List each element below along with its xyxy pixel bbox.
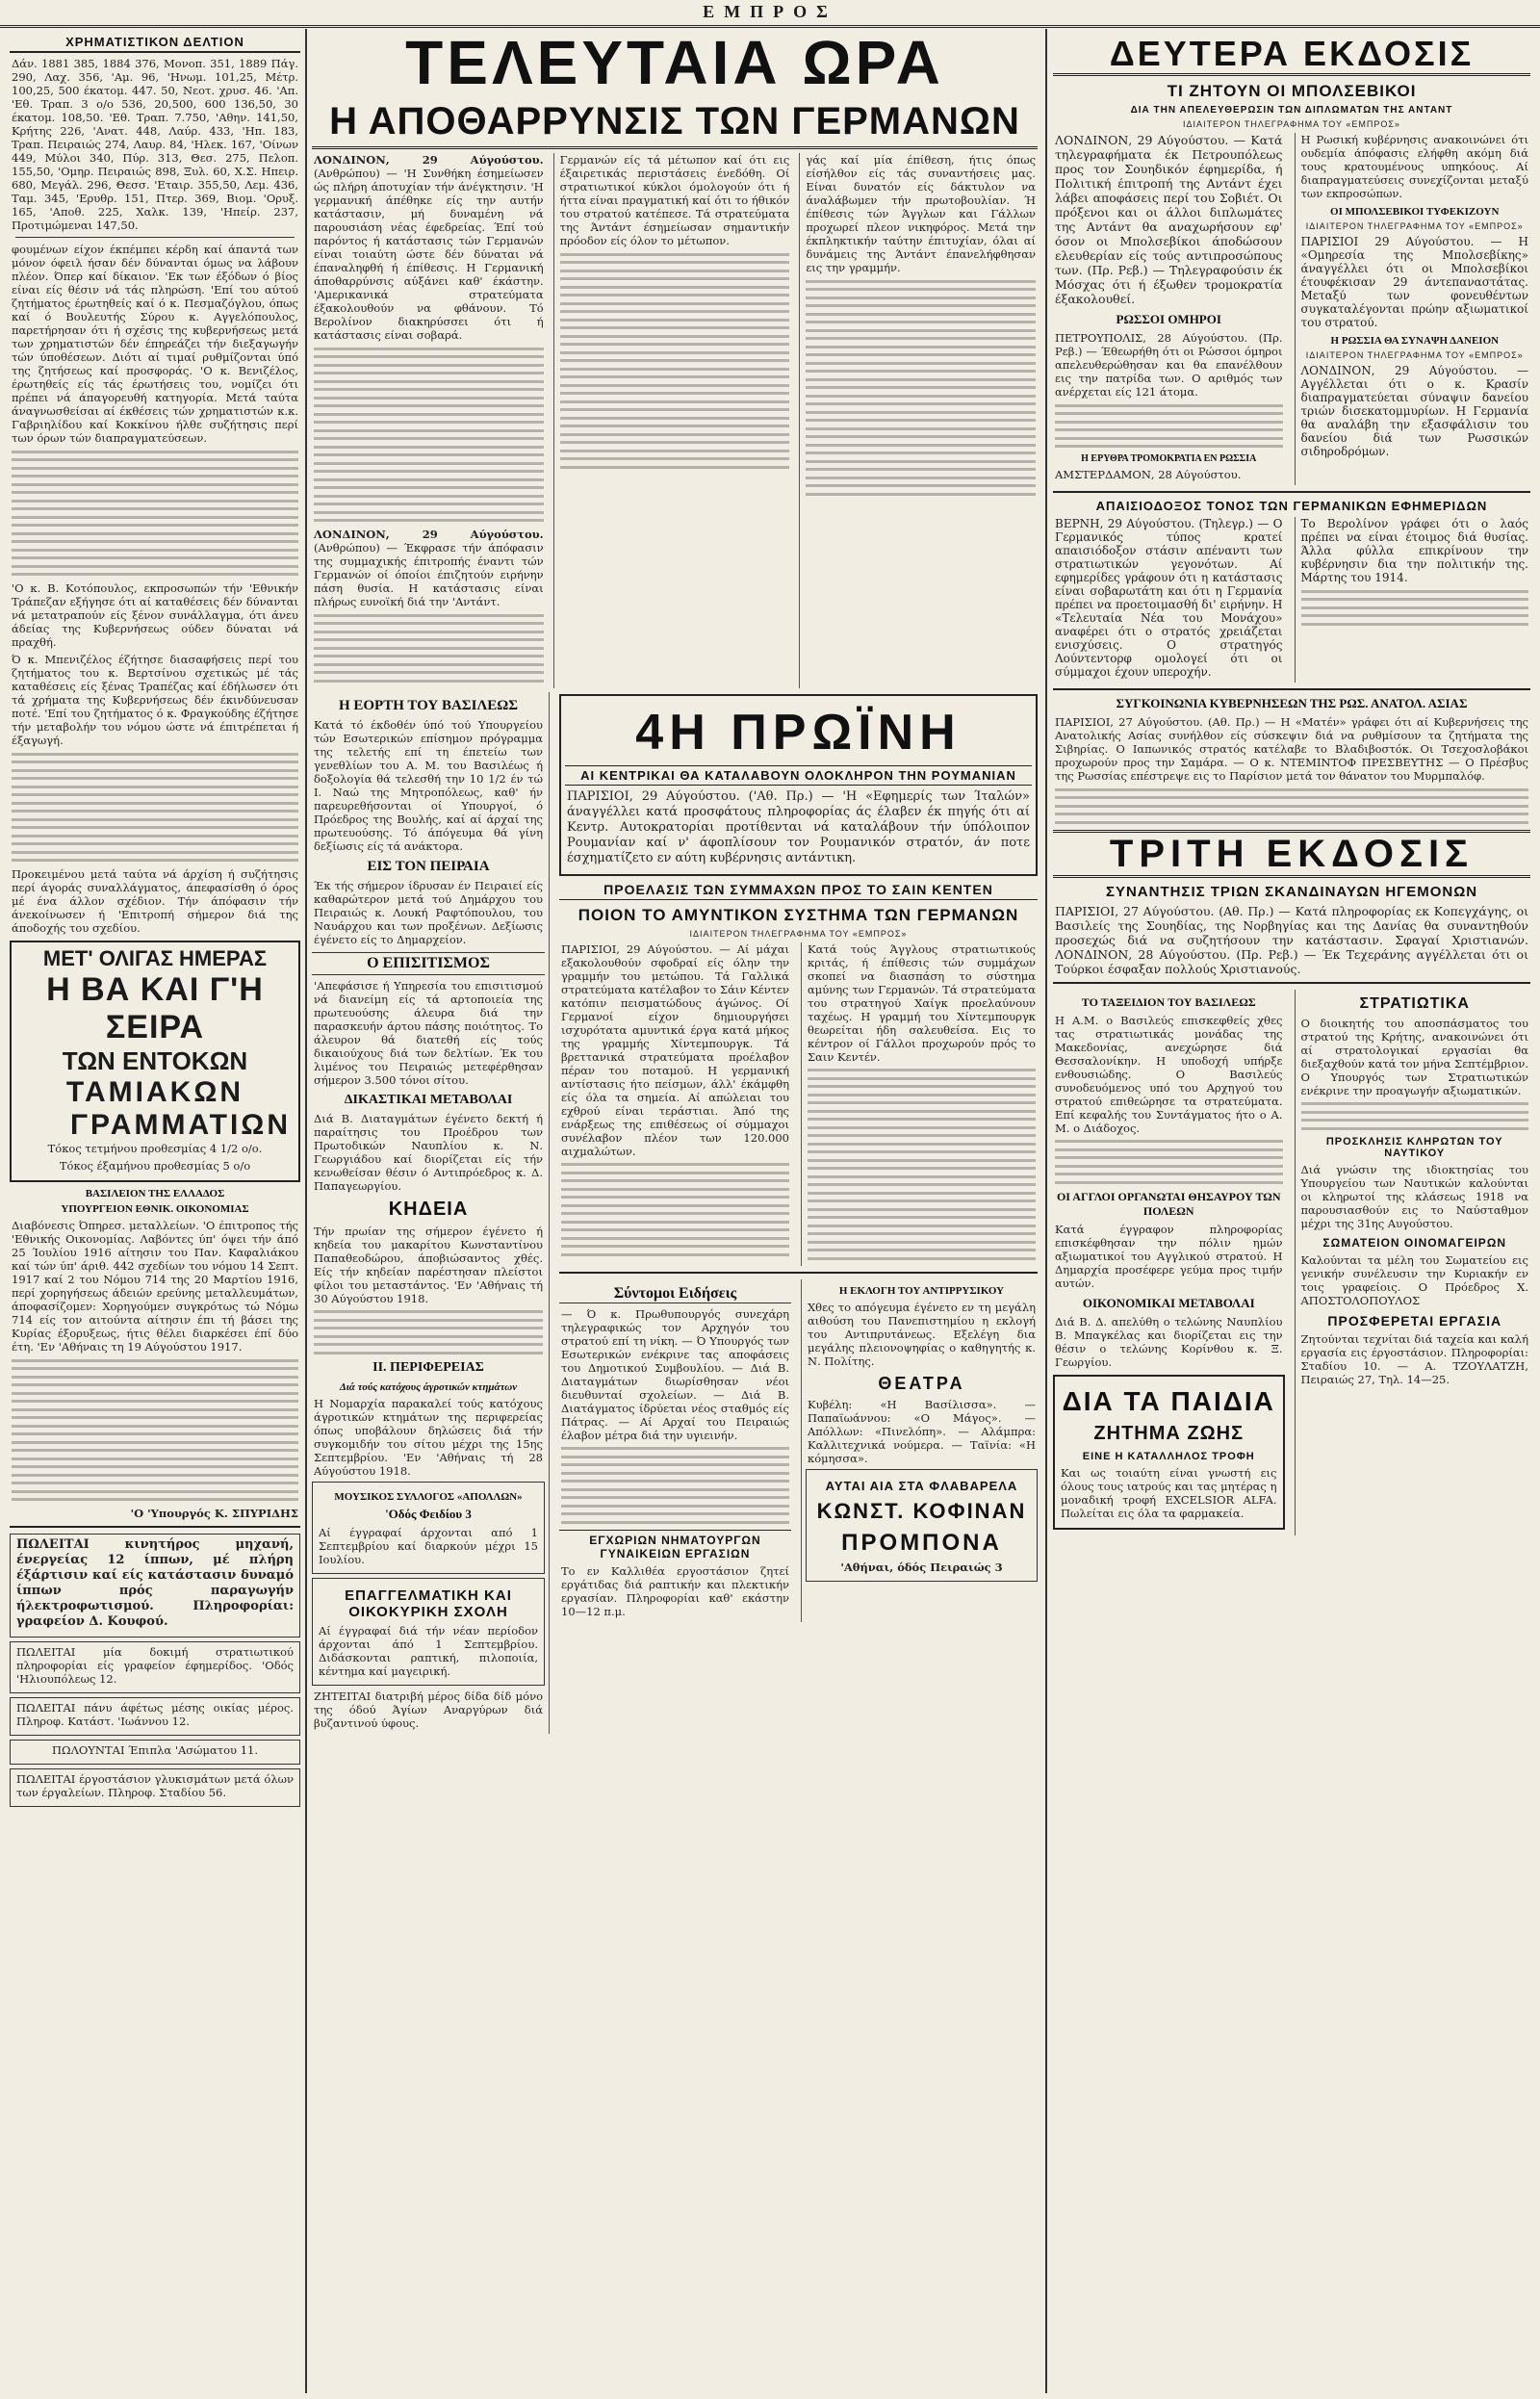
main-headline: Η ΑΠΟΘΑΡΡΥΝΣΙΣ ΤΩΝ ΓΕΡΜΑΝΩΝ bbox=[312, 100, 1038, 149]
second-edition-banner: ΔΕΥΤΕΡΑ ΕΚΔΟΣΙΣ bbox=[1053, 35, 1530, 76]
market-text: Δάν. 1881 385, 1884 376, Μονοπ. 351, 1889 Πάγ. 290, Λαχ. 356, 'Αμ. 96, 'Ηνωμ. 101,25, Μέτρ. 100,25, 500 έκατομ. 447. 50, Νεοτ. χρυσ. 46. 'Απ. 'Εθ. Τραπ. 3 ο/ο 536, 20,500, 600 136,50, 30 έκατομ. 108,50. 'Εθ. Τραπ. 7.750, 'Αθην. 141,50, Κρήτης 226, 'Ανατ. 448, Λαύρ. 433, 'Ηπ. 183, Τραπ. Πειραιώς 274, Λαυρ. 84, 'Ηλεκ. 167, 'Οίνων 449, Μύλοι 340, Πύρ. 313, Θεσ. 275, Πελοπ. 155,50, 'Ομηρ. Πειραιώς 898, Ξυλ. 60, Χ.Σ. Ηπειρ. 680, Μεγάλ. 296, Θεσσ. 'Εταιρ. 355,50, Λεμ. 436, Ταμ. 345, 'Ερυθρ. 151, Πτερ. 369, Βιομ. 'Ορυξ. 165, 'Αποθ. 225, Χαλκ. 139, 'Ηπείρ. 237, Προτιμώμεναι 147,50. bbox=[12, 57, 298, 232]
ad-text: Αί έγγραφαί άρχονται από 1 Σεπτεμβρίου καί διαρκούν μέχρι 15 Ιουλίου. bbox=[319, 1525, 538, 1566]
notice-text: Διαβόνεσις Όπηρεσ. μεταλλείων. 'Ο έπιτροπος τής 'Εθνικής Οικονομίας. Λαβόντες ύπ' όψει τήν άπό 25 Ίουλίου 1916 αίτησιν του Παν. Καφαλιάκου καί τών ύπ' άριθ. 442 σχεδίων του νόμου 14 Σεπτ. 1917 καί 2 του Νόμου 714 της 20 Μαρτίου 1916, περί χορηγήσεως άδειών ερεύνης μεταλλευμάτων, άποφασίζομεν: Χορηγούμεν συγκρότως τώ Νόμω 714 είς τον αιτούντα αίτησιν έπι τή βάσει της Κυρίας έξορυξεως, ήτις θέλει διαρκέσει έπί δύο έτη. 'Εν 'Αθήναις τη 19 Αύγούστου 1917. bbox=[12, 1219, 298, 1354]
text-block bbox=[806, 280, 1036, 496]
article-text: ΠΕΤΡΟΥΠΟΛΙΣ, 28 Αύγούστου. (Πρ. Ρεβ.) — Έθεωρήθη ότι οι Ρώσσοι όμηροι απελευθερώθησαν και θα επανέλθουν εις την πατρίδα των. Ο αριθμός των ανέρχεται είς 121 άτομα. bbox=[1055, 331, 1283, 399]
ad-address: 'Οδός Φειδίου 3 bbox=[385, 1506, 472, 1521]
article-text: ΛΟΝΔΙΝΟΝ, 29 Αύγούστου. — Αγγέλλεται ότι ο κ. Κρασίν διαπραγματεύεται σύναψιν δανείου τριών δισεκατομμυρίων. Η Γερμανία θα αναλάβη την εξασφάλισιν του δανείου διά των Ρωσσικών σιδηροδρόμων. bbox=[1300, 364, 1528, 458]
text-block bbox=[560, 253, 790, 469]
article-text: Διά γνώσιν της ιδιοκτησίας του Υπουργείου των Ναυτικών καλούνται οι κληρωτοί της κλάσεως 1918 να παρουσιασθούν εις το Ναύσταθμον μέχρι της 31ης Αυγούστου. bbox=[1300, 1162, 1528, 1230]
notice-title: ΒΑΣΙΛΕΙΟΝ ΤΗΣ ΕΛΛΑΔΟΣ bbox=[85, 1188, 225, 1200]
section-heading: ΟΙΚΟΝΟΜΙΚΑΙ ΜΕΤΑΒΟΛΑΙ bbox=[1082, 1295, 1255, 1310]
text-block bbox=[561, 1447, 789, 1524]
section-heading: ΣΤΡΑΤΙΩΤΙΚΑ bbox=[1359, 994, 1470, 1012]
club-ad bbox=[312, 1482, 545, 1574]
text-block bbox=[314, 1310, 543, 1354]
telegram-caption: ΙΔΙΑΙΤΕΡΟΝ ΤΗΛΕΓΡΑΦΗΜΑ ΤΟΥ «ΕΜΠΡΟΣ» bbox=[1305, 350, 1524, 360]
dateline: ΛΟΝΔΙΝΟΝ, 29 Αύγούστου. bbox=[314, 153, 544, 167]
banner-headline: ΤΕΛΕΥΤΑΙΑ ΩΡΑ bbox=[405, 29, 944, 97]
divider bbox=[10, 1526, 300, 1528]
article-text: Η Ρωσική κυβέρνησις ανακοινώνει ότι ουδεμία άπόφασις ελήφθη ακόμη διά τους κρατουμένους υπηκόους. Αί διαπραγματεύσεις συνεχίζονται μεταξύ των εκπροσώπων. bbox=[1300, 133, 1528, 200]
article-text: Το Βερολίνον γράφει ότι ο λαός πρέπει να είναι έτοιμος διά θυσίας. Άλλα φύλλα επικρίνουν την κυβέρνησιν δια την πολιτικήν της. Μάρτης του 1914. bbox=[1300, 517, 1528, 584]
article-text: Κατά τό έκδοθέν ύπό τού Υπουργείου τών Εσωτερικών επίσημον πρόγραμμα της τελετής επί τη έπετείω των γενεθλίων του Α. Μ. του Βασιλέως ή δοξολογία θά τελεσθή την 10 1/2 έν τώ Ι. Ναώ της Μητροπόλεως, καθ' ήν παρευρεθήσονται οί Υπουργοί, ό Πρόεδρος της Βουλής, καί αί άρχαί της πρωτευούσης. Τό άπόγευμα θά γίνη δεξίωσις είς τά ανάκτορα. bbox=[314, 717, 543, 853]
news-columns bbox=[555, 1279, 1041, 1622]
telegram-caption: ΙΔΙΑΙΤΕΡΟΝ ΤΗΛΕΓΡΑΦΗΜΑ ΤΟΥ «ΕΜΠΡΟΣ» bbox=[689, 928, 908, 939]
section-subheading: ΠΡΟΕΛΑΣΙΣ ΤΩΝ ΣΥΜΜΑΧΩΝ ΠΡΟΣ ΤΟ ΣΑΙΝ ΚΕΝΤΕΝ bbox=[559, 882, 1038, 900]
article-text: Έκ τής σήμερον ίδρυσαν έν Πειραιεί είς καθαρώτερον μετά τού Δημάρχου του Πειραιώς κ. Λουκή Ραφτόπουλου, του Ναυάρχου και των προξένων. Δεξίωσις έγένετο είς το Δημαρχείον. bbox=[314, 878, 543, 946]
divider bbox=[1053, 491, 1530, 493]
ad-headline: Η ΒΑ ΚΑΙ Γ'Η ΣΕΙΡΑ bbox=[46, 971, 264, 1045]
ad-line: ΠΡΟΜΠΟΝΑ bbox=[841, 1529, 1002, 1556]
ad-title: ΜΟΥΣΙΚΟΣ ΣΥΛΛΟΓΟΣ «ΑΠΟΛΛΩΝ» bbox=[334, 1490, 523, 1503]
section-heading: ΡΩΣΣΟΙ ΟΜΗΡΟΙ bbox=[1116, 312, 1221, 326]
classified-text: ΠΩΛΕΙΤΑΙ μία δοκιμή στρατιωτικού πληροφορίαι είς γραφείον έφημερίδος. 'Οδός 'Ηλιουπόλεως 12. bbox=[16, 1645, 294, 1686]
article-text: (Ανθρώπου) — 'Η Συνθήκη έσημείωσεν ώς πλήρη άποτυχίαν τήν άνέγκτησιν. 'Η γερμανική άπέθηκε είς την αυτήν κατάστασιν, μή δυναμένη νά παρουσιάση νέας έφεδρείας. Έπί τού παρόντος ή κατάστασις τών Γερμανών είναι τοιαύτη ώστε δέν δύναται νά έπαναληφθή ή έπίθεσις. Η Γερμανική άποθαρρύνσις αύξάνει καθ' έκάστην. 'Αμερικανικά στρατεύματα έξακολουθούν να φθάνουν. Τό Βερολίνον διακηρύσσει ότι ή κατάστασις είναι σοβαρά. bbox=[314, 167, 544, 342]
telegram-caption: ΙΔΙΑΙΤΕΡΟΝ ΤΗΛΕΓΡΑΦΗΜΑ ΤΟΥ «ΕΜΠΡΟΣ» bbox=[1183, 119, 1400, 129]
article-text: Κατά έγγραφον πληροφορίας επισκέφθησαν την πόλιν ημών αξιωματικοί του Αγγλικού στρατού. Η Δημαρχία προσέφερε γεύμα προς τιμήν αυτών. bbox=[1055, 1222, 1283, 1290]
ad-headline: ΔΙΑ ΤΑ ΠΑΙΔΙΑ bbox=[1062, 1385, 1275, 1416]
ad-headline: ΕΙΝΕ Η ΚΑΤΑΛΛΗΛΟΣ ΤΡΟΦΗ bbox=[1082, 1450, 1255, 1462]
article-text: Η Α.Μ. ο Βασιλεύς επισκεφθείς χθες τας στρατιωτικάς μονάδας της Μακεδονίας, ανεχώρησε διά Θεσσαλονίκην. Η υποδοχή υπήρξε ενθουσιώδης. Ο Βασιλεύς συνοδευόμενος υπό του Αρχηγού του στρατού επιθεώρησε τα στρατεύματα. Επί κεφαλής του Συντάγματος ήτο ο Α. Μ. ο Διάδοχος. bbox=[1055, 1013, 1283, 1135]
section-heading: Σύντομοι Ειδήσεις bbox=[559, 1285, 791, 1303]
center-left-subcolumn bbox=[308, 692, 550, 1734]
article-text: 'Απεφάσισε ή Υπηρεσία του επισιτισμού νά διανείμη είς τά αρτοποιεία της πρωτευούσης άλευρα διά την παρασκευήν άρτου πάσης ποιότητος. Το άλευρον θά διατεθή είς τούς δικαιούχους διά των δελτίων. Έκ του λιμένος του Πειραιώς μετεφέρθησαν σήμερον 3.500 τόνοι σίτου. bbox=[314, 978, 543, 1087]
section-heading: ΔΙΚΑΣΤΙΚΑΙ ΜΕΤΑΒΟΛΑΙ bbox=[344, 1092, 513, 1107]
divider bbox=[15, 237, 295, 238]
section-heading: ΣΩΜΑΤΕΙΟΝ ΟΙΝΟΜΑΓΕΙΡΩΝ bbox=[1322, 1235, 1507, 1250]
article-text: ΠΑΡΙΣΙΟΙ, 27 Αύγούστου. (Αθ. Πρ.) — Κατά πληροφορίας εκ Κοπεγχάγης, οι Βασιλείς της Σουηδίας, της Νορβηγίας και της Δανίας θα συναντηθούν προσεχώς διά να συζητήσουν την κατάστασιν. Σφαγαί Χριστιανών. ΛΟΝΔΙΝΟΝ, 28 Αύγούστου. (Πρ. Ρεβ.) — Έκ Τεχεράνης αγγέλλεται ότι οι Τούρκοι έσφαξαν πολλούς Χριστιανούς. bbox=[1055, 903, 1528, 976]
column-left bbox=[6, 29, 304, 2393]
article-text: Ο διοικητής του αποσπάσματος του στρατού της Κρήτης, ανακοινώνει ότι αί στρατολογικαί εργασίαι θα διεξαχθούν κατά τον μήνα Σεπτέμβριον. Ο Υπουργός των Στρατιωτικών ενέκρινε την προαγωγήν αξιωματικών. bbox=[1300, 1016, 1528, 1097]
classified-ad bbox=[10, 1740, 300, 1765]
section-heading: ΠΡΟΣΚΛΗΣΙΣ ΚΛΗΡΩΤΩΝ ΤΟΥ ΝΑΥΤΙΚΟΥ bbox=[1325, 1135, 1503, 1159]
article-text: Προκειμένου μετά ταύτα νά άρχίση ή συζήτησις περί άγοράς συναλλάγματος, άπεφασίσθη ό όρος μέ ένα άλλον σχέδιον. Τήν άπόφασιν τήν άνεκοίνωσεν ή 'Επιτροπή σήμερον διά της άποδοχής του σχεδίου. bbox=[12, 867, 298, 935]
dateline: ΛΟΝΔΙΝΟΝ, 29 Αύγούστου. bbox=[314, 528, 544, 541]
ad-rate: Τόκος έξαμήνου προθεσμίας 5 ο/ο bbox=[59, 1159, 251, 1173]
school-ad bbox=[312, 1578, 545, 1686]
section-heading: ΣΥΝΑΝΤΗΣΙΣ ΤΡΙΩΝ ΣΚΑΝΔΙΝΑΥΩΝ ΗΓΕΜΟΝΩΝ bbox=[1105, 883, 1478, 900]
section-heading: ΘΕΑΤΡΑ bbox=[878, 1373, 965, 1393]
classified-text: ΠΩΛΕΙΤΑΙ κινητήρος μηχανή, ένεργείας 12 ίππων, μέ πλήρη έξάρτισιν καί είς κατάστασιν δυναμό ίππων πρός παραγωγήν ήλεκτροφωτισμού. Πληροφορίαι: γραφείον Δ. Κουφού. bbox=[16, 1537, 294, 1629]
shop-ad bbox=[806, 1469, 1038, 1582]
section-heading: ΕΙΣ ΤΟΝ ΠΕΙΡΑΙΑ bbox=[367, 858, 490, 874]
ad-text: Αί έγγραφαί διά τήν νέαν περίοδον άρχονται άπό 1 Σεπτεμβρίου. Διδάσκονται ραπτική, πιλοποιία, κέντημα καί μαγειρική. bbox=[319, 1623, 538, 1678]
ad-headline: ΤΩΝ ΕΝΤΟΚΩΝ bbox=[62, 1046, 248, 1075]
article-text: Διά Β. Διαταγμάτων έγένετο δεκτή ή παραίτησις του Προέδρου των Πρωτοδικών Ναυπλίου κ. Ν. Γεωργιάδου καί διορίζεται είς τήν κενωθείσαν θέσιν ό Αντιπρόεδρος κ. Δ. Παπαγεωργίου. bbox=[314, 1111, 543, 1193]
section-subheading: ΔΙΑ ΤΗΝ ΑΠΕΛΕΥΘΕΡΩΣΙΝ ΤΩΝ ΔΙΠΛΩΜΑΤΩΝ ΤΗΣ ΑΝΤΑΝΤ bbox=[1130, 105, 1453, 116]
ad-rate: Τόκος τετμήνου προθεσμίας 4 1/2 ο/ο. bbox=[47, 1142, 263, 1155]
classified-ad bbox=[10, 1641, 300, 1693]
notice-subtitle: ΥΠΟΥΡΓΕΙΟΝ ΕΘΝΙΚ. ΟΙΚΟΝΟΜΙΑΣ bbox=[61, 1203, 249, 1215]
divider bbox=[1053, 688, 1530, 690]
article-text: Το εν Καλλιθέα εργοστάσιον ζητεί εργάτιδας διά ραπτικήν και πλεκτικήν εργασίαν. Πληροφορίαι καθ' εκάστην 10—12 π.μ. bbox=[561, 1563, 789, 1618]
section-heading: Η ΡΩΣΣΙΑ ΘΑ ΣΥΝΑΨΗ ΔΑΝΕΙΟΝ bbox=[1330, 335, 1500, 347]
article-text: ΠΑΡΙΣΙΟΙ, 27 Αύγούστου. (Αθ. Πρ.) — Η «Ματέν» γράφει ότι αί Κυβερνήσεις της Ανατολικής Ασίας συνήλθον είς σύσκεψιν διά να ρυθμίσουν τα ζητήματα της Σιβηρίας. Ο Ιαπωνικός στρατός κατέλαβε το Βλαδιβοστόκ. Οι Τσεχοσλοβάκοι προχωρούν προς την Σαμάρα. — Ο κ. ΝΤΕΜΙΝΤΟΦ ΠΡΕΣΒΕΥΤΗΣ — Ο Πρέσβυς της Ρωσσίας επέστρεψε εις το Παρίσιον μετά τον θάνατον του Μυρμπαλόφ. bbox=[1055, 715, 1528, 783]
article-text: ΛΟΝΔΙΝΟΝ, 29 Αύγούστου. — Κατά τηλεγραφήματα έκ Πετρουπόλεως προς τον Σουηδικόν έφημερίδα, ή Πολιτική έπιτροπή της Αντάντ έχει λάβει αποφάσεις περί του Σοβιέτ. Οι πρόξενοι και οι άλλοι διπλωμάτες της Αντάντ θα αναχωρήσουν εφ' όσον οι Μπολσεβίκοι άποδώσουν ελευθερίαν είς τούς αντιπροσώπους των. (Πρ. Ρεβ.) — Τηλεγραφούσιν έκ Μόσχας ότι ή έξωθεν τρομοκρατία έξακολουθεί. bbox=[1055, 133, 1283, 306]
section-heading: Η ΕΚΛΟΓΗ ΤΟΥ ΑΝΤΙΡΡΥΣΙΚΟΥ bbox=[838, 1284, 1005, 1297]
article-text: ΠΑΡΙΣΙΟΙ, 29 Αύγούστου. — Αί μάχαι εξακολουθούν σφοδραί είς όλην την γραμμήν του μετώπου. Τά Γαλλικά στρατεύματα κατέλαβον το Σάιν Κέντεν κατόπιν πεισματώδους άγώνος. Οί Γερμανοί είχον δημιουργήσει ισχυρότατα αμυντικά έργα κατά μήκος της γραμμής Χίντεμπουργκ. Τά βρεττανικά στρατεύματα προέλαβον πέραν του ποταμού. Η γερμανική αντίστασις ήτο πείσμων, άλλ' έκάμφθη είς όλα τα σημεία. Αί απώλειαι του εχθρού είναι τεράστιαι. Άπό της ενάρξεως της επιθέσεως οί σύμμαχοι συνέλαβον πλέον των 120.000 αιχμαλώτων. bbox=[561, 942, 789, 1158]
article-text: Κυβέλη: «Η Βασίλισσα». — Παπαϊωάννου: «Ο Μάγος». — Απόλλων: «Πινελόπη». — Αλάμπρα: Καλλιτεχνικά νούμερα. — Ταϊνία: «Η κόμησσα». bbox=[808, 1397, 1036, 1465]
center-right-subcolumn bbox=[555, 692, 1041, 1734]
telegram-caption: ΙΔΙΑΙΤΕΡΟΝ ΤΗΛΕΓΡΑΦΗΜΑ ΤΟΥ «ΕΜΠΡΟΣ» bbox=[1305, 221, 1524, 231]
section-heading: ΑΠΑΙΣΙΟΔΟΞΟΣ ΤΟΝΟΣ ΤΩΝ ΓΕΡΜΑΝΙΚΩΝ ΕΦΗΜΕΡΙΔΩΝ bbox=[1095, 499, 1488, 513]
section-heading: ΠΡΟΣΦΕΡΕΤΑΙ ΕΡΓΑΣΙΑ bbox=[1327, 1312, 1502, 1328]
text-block bbox=[1055, 788, 1528, 824]
press-columns bbox=[1049, 517, 1534, 683]
article-text: Τήν πρωίαν της σήμερον έγένετο ή κηδεία του μακαρίτου Κωνσταντίνου Παπαθεοδώρου, άποβιώσαντος χθές. Είς τήν κηδείαν παρέστησαν πλείστοι φίλοι του μεταστάντος. 'Εν 'Αθήναις τή 30 Αύγούστου 1918. bbox=[314, 1224, 543, 1305]
classified-text: ΖΗΤΕΙΤΑΙ διατριβή μέρος δίδα δίδ μόνο της όδού Άγίων Αναργύρων διά βυζαντινού ύφους. bbox=[314, 1689, 543, 1730]
classified-ad bbox=[10, 1697, 300, 1736]
section-subheading: Διά τούς κατόχους άγροτικών κτημάτων bbox=[339, 1380, 518, 1393]
ad-headline: ΖΗΤΗΜΑ ΖΩΗΣ bbox=[1093, 1422, 1245, 1444]
section-heading: ΤΟ ΤΑΞΕΙΔΙΟΝ ΤΟΥ ΒΑΣΙΛΕΩΣ bbox=[1081, 994, 1256, 1009]
treasury-ad bbox=[10, 941, 300, 1182]
lead-story bbox=[308, 153, 1041, 688]
divider bbox=[1053, 982, 1530, 984]
section-heading: ΟΙ ΑΓΓΛΟΙ ΟΡΓΑΝΩΤΑΙ ΘΗΣΑΥΡΟΥ ΤΩΝ ΠΟΛΕΩΝ bbox=[1056, 1189, 1281, 1218]
article-text: Χθες το απόγευμα έγένετο εν τη μεγάλη αιθούση του Πανεπιστημίου η εκλογή του Αντιπρυτάνεως. Εξελέγη δια μεγάλης πλειονοψηφίας ο καθηγητής κ. Ν. Πολίτης. bbox=[808, 1300, 1036, 1368]
article-text: Διά Β. Δ. απελύθη ο τελώνης Ναυπλίου Β. Μπαγκέλας και διορίζεται εις την θέσιν ο τελώνης Κορίνθου κ. Ξ. Γεωργίου. bbox=[1055, 1314, 1283, 1369]
section-heading: ΙΙ. ΠΕΡΙΦΕΡΕΙΑΣ bbox=[372, 1359, 484, 1375]
section-heading: Η ΕΡΥΘΡΑ ΤΡΟΜΟΚΡΑΤΙΑ ΕΝ ΡΩΣΣΙΑ bbox=[1081, 453, 1257, 464]
right-lower-columns bbox=[1049, 990, 1534, 1535]
section-heading: ΕΓΧΩΡΙΩΝ ΝΗΜΑΤΟΥΡΓΩΝ ΓΥΝΑΙΚΕΙΩΝ ΕΡΓΑΣΙΩΝ bbox=[559, 1530, 791, 1561]
article-text: Κατά τούς Άγγλους στρατιωτικούς κριτάς, ή έπίθεσις τών συμμάχων σκοπεί να διασπάση το σύστημα αμύνης των Γερμανών. Τά στρατεύματα του στρατηγού Χαίγκ προελαύνουν ταχέως. Η γραμμή του Χίντεμπουργκ θεωρείται ήδη σαλευθείσα. Εις το κέντρον οί Γάλλοι προχωρούν πρός το Σαιν Κεντέν. bbox=[808, 942, 1036, 1064]
article-text: — Ό κ. Πρωθυπουργός συνεχάρη τηλεγραφικώς τον Αρχηγόν του στρατού επί τη νίκη. — Ό Υπουργός των Εσωτερικών ενέκρινε τας αποφάσεις του Δημοτικού Συμβουλίου. — Διά Β. Διαταγμάτων διωρίσθησαν νέοι διευθυνταί σχολείων. — Διά Β. Διατάγματος ίδρύεται νέος σταθμός είς Πάτρας. — Αί Αρχαί του Πειραιώς έλαβον μέτρα διά την υγιεινήν. bbox=[561, 1306, 789, 1442]
article-text: Καλούνται τα μέλη του Σωματείου εις γενικήν συνέλευσιν την Κυριακήν εν τοις γραφείοις. Ο Πρόεδρος Χ. ΑΠΟΣΤΟΛΟΠΟΥΛΟΣ bbox=[1300, 1252, 1528, 1307]
column-right bbox=[1049, 29, 1534, 2393]
section-heading: ΣΥΓΚΟΙΝΩΝΙΑ ΚΥΒΕΡΝΗΣΕΩΝ ΤΗΣ ΡΩΣ. ΑΝΑΤΟΛ. ΑΣΙΑΣ bbox=[1116, 696, 1468, 710]
column-center bbox=[308, 29, 1041, 2393]
text-block bbox=[1055, 1140, 1283, 1184]
text-block bbox=[808, 1069, 1036, 1260]
article-text: ΠΑΡΙΣΙΟΙ, 29 Αύγούστου. ('Αθ. Πρ.) — 'Η «Εφημερίς των Ίταλών» άναγγέλλει κατά προσφάτους πληροφορίας άς έλαβεν έκ πηγής ότι αί Κεντρ. Αυτοκρατορίαι προτίθενται νά καταλάβουν τήν ύπόλοιπον Ρουμανίαν καί ν' άφοπλίσουν τον Ρουμανικόν στρατόν, άν ποτε έσχηματίζετο εν αύτη κυβέρνησις αντάντικη. bbox=[567, 788, 1030, 865]
third-edition-banner: ΤΡΙΤΗ ΕΚΔΟΣΙΣ bbox=[1053, 830, 1530, 878]
section-heading: ΤΙ ΖΗΤΟΥΝ ΟΙ ΜΠΟΛΣΕΒΙΚΟΙ bbox=[1167, 82, 1417, 100]
ad-line: 'Αθήναι, όδός Πειραιώς 3 bbox=[840, 1560, 1003, 1574]
article-text: 'Ο κ. Β. Κοτόπουλος, εκπροσωπών τήν 'Εθνικήν Τράπεζαν εξήγησε ότι αί καταθέσεις δέν δύνανται νά μετατραπούν είς ξένον συνάλλαγμα, ότι άνευ άδείας της Κυβερνήσεως ούδεν δύναται νά πραχθή. bbox=[12, 581, 298, 649]
kids-ad bbox=[1053, 1375, 1285, 1530]
ad-line: ΚΩΝΣΤ. ΚΟΦΙΝΑΝ bbox=[816, 1498, 1027, 1523]
ad-headline: ΤΑΜΙΑΚΩΝ bbox=[65, 1076, 244, 1108]
article-text: Ό κ. Μπενιζέλος έζήτησε διασαφήσεις περί του ζητήματος του κ. Βερτσίνου σχετικώς μέ τάς καταθέσεις είς ξένας Τραπέζας καί έδήλωσεν ότι τά χρήματα της Κυβερνήσεως δέν έκινδύνευσαν ποτέ. 'Επί του ζητήματος ό κ. Φραγκούδης έζήτησε τήν μεταβολήν του νόμου ώστε νά έπιτρέπεται ή έξαγωγή. bbox=[12, 653, 298, 747]
section-heading: Η ΕΟΡΤΗ ΤΟΥ ΒΑΣΙΛΕΩΣ bbox=[338, 697, 519, 713]
classified-text: ΠΩΛΕΙΤΑΙ πάνυ άφέτως μέσης οικίας μέρος. Πληροφ. Κατάστ. 'Ιωάννου 12. bbox=[16, 1701, 294, 1728]
article-text: γάς καί μία έπίθεση, ήτις όπως είσήλθον είς τάς συναντήσεις μας. Είναι δυνατόν είς δάκτυλον να άναλάβωμεν τήν πρωτοβουλίαν. Ή έπίθεσις τών Άγγλων και Γάλλων προχωρεί πλεον νικηφόρος. Μετά την έκπληκτικήν ταύτην έπιτυχίαν, όλαι αί δυνάμεις της Άντάντ έπανελήφθησαν εις την γραμμήν. bbox=[806, 153, 1037, 274]
ad-headline: ΜΕΤ' ΟΛΙΓΑΣ ΗΜΕΡΑΣ bbox=[42, 946, 268, 970]
text-block bbox=[12, 451, 298, 577]
section-heading: ΟΙ ΜΠΟΛΣΕΒΙΚΟΙ ΤΥΦΕΚΙΖΟΥΝ bbox=[1330, 206, 1500, 218]
ad-title: ΕΠΑΓΓΕΛΜΑΤΙΚΗ ΚΑΙ ΟΙΚΟΚΥΡΙΚΗ ΣΧΟΛΗ bbox=[345, 1586, 512, 1620]
classified-text: ΠΩΛΟΥΝΤΑΙ Έπιπλα 'Ασώματου 11. bbox=[52, 1743, 258, 1757]
text-block bbox=[561, 1163, 789, 1256]
text-block bbox=[314, 614, 544, 683]
text-block bbox=[1055, 404, 1283, 449]
article-text: Γερμανών είς τά μέτωπον καί ότι εις έξαιρετικάς περιστάσεις ένεδόθη. Οί στρατιωτικοί κύκλοι όμολογούν ότι ή ήττα είναι πραγματική καί ότι το ήθικόν του στρατού κατέπεσε. Τά στρατεύματα της Άντάντ έσημείωσαν σημαντικήν πρόοδον είς όλον το μέτωπον. bbox=[559, 153, 790, 247]
article-text: Ζητούνται τεχνίται διά ταχεία και καλή εργασία εις έργοστάσιον. Πληροφορίαι: Σταδίου 10. — Α. ΤΖΟΥΛΑΤΖΗ, Πειραιώς 27, Τηλ. 14—25. bbox=[1300, 1331, 1528, 1386]
text-block bbox=[12, 753, 298, 863]
classified-ad bbox=[10, 1768, 300, 1807]
text-block bbox=[1301, 590, 1529, 626]
article-text: φουμένων είχον έκπέμπει κέρδη καί άπαντά των μόνον όφειλ ήσαν δέν δύνανται όμως να λάβουν πλέον. Όπερ καί δίκαιον. 'Εκ των έξόδων ό βίος είναι είς θέσιν νά τάς πληρώση. 'Επί του αύτού ζητήματος έρωτηθείς καί ό κ. Πεσμαζόγλου, όπως καί ό Βουλευτής Σύρου κ. Αγγελόπουλος, παρετήρησαν ότι ή σχέσις της κυβερνήσεως μετά των χρηματιστών δέν έπηρεάζει τήν διεξαγωγήν τών ύποθέσεων. Διότι αί τιμαί ρυθμίζονται ύπό της ζητήσεως καί προσφοράς. 'Ο κ. Βενιζέλος, έρωτηθείς είς τάς έρωτήσεις του, νομίζει ότι πρέπει νά άπαγορευθή κατηγορία. Μετά ταύτα άναγνωσθείσαι αί έκθέσεις τών χρηματιστών κ.κ. Γαβριηλίδου καί Κοκκίνου ήλθε συζήτησις περί των όρων τών διαπραγματεύσεων. bbox=[12, 243, 298, 445]
second-edition-columns bbox=[1049, 133, 1534, 485]
center-lower bbox=[308, 692, 1041, 1734]
text-block bbox=[314, 348, 544, 523]
article-text: (Ανθρώπου) — Έκφρασε τήν άπόφασιν της συμμαχικής έπιτροπής έναντι τών Γερμανών οί όποίοι έπιζητούν ειρήνην πάση θυσία. Η κατάστασις είναι πλήρως ευνοϊκή διά την 'Αντάντ. bbox=[314, 541, 544, 608]
text-block bbox=[12, 1359, 298, 1502]
notice-signature: 'Ο 'Υπουργός Κ. ΣΠΥΡΙΔΗΣ bbox=[130, 1507, 298, 1520]
section-heading: ΚΗΔΕΙΑ bbox=[388, 1198, 469, 1220]
section-heading: ΠΟΙΟΝ ΤΟ ΑΜΥΝΤΙΚΟΝ ΣΥΣΤΗΜΑ ΤΩΝ ΓΕΡΜΑΝΩΝ bbox=[578, 905, 1019, 924]
allies-columns bbox=[555, 942, 1041, 1266]
column-rule bbox=[305, 29, 307, 2393]
masthead: ΕΜΠΡΟΣ bbox=[0, 0, 1540, 28]
classified-ad bbox=[10, 1534, 300, 1638]
article-text: Η Νομαρχία παρακαλεί τούς κατόχους άγροτικών κτημάτων της περιφερείας όπως υποβάλουν δηλώσεις διά τήν συγκομιδήν του σίτου μέχρι της 15ης Σεπτεμβρίου. 'Εν 'Αθήναις τή 28 Αύγούστου 1918. bbox=[314, 1396, 543, 1478]
section-heading: Ο ΕΠΙΣΙΤΙΣΜΟΣ bbox=[312, 952, 545, 975]
ad-text: Και ως τοιαύτη είναι γνωστή εις όλους τους ιατρούς και τας μητέρας η μοναδική τροφή EXCELSIOR ALFA. Πωλείται εις όλα τα φαρμακεία. bbox=[1061, 1465, 1277, 1520]
ad-line: ΑΥΤΑΙ ΑΙΑ ΣΤΑ ΦΛΑΒΑΡΕΛΑ bbox=[825, 1478, 1018, 1493]
classified-text: ΠΩΛΕΙΤΑΙ έργοστάσιον γλυκισμάτων μετά όλων των έργαλείων. Πληροφ. Σταδίου 56. bbox=[16, 1772, 294, 1799]
column-rule bbox=[1045, 29, 1047, 2393]
fourth-edition-box bbox=[559, 694, 1038, 876]
market-title: ΧΡΗΜΑΤΙΣΤΙΚΟΝ ΔΕΛΤΙΟΝ bbox=[10, 35, 300, 53]
article-text: ΠΑΡΙΣΙΟΙ 29 Αύγούστου. — Η «Ομηρεσία της Μπολσεβίκης» άναγγέλλει ότι οι Μπολσεβίκοι έτουφέκισαν 29 άντεπαναστάτας. Μεταξύ των φονευθέντων συγκαταλέγονται πρώην αξιωματικοί του στρατού. bbox=[1300, 235, 1528, 329]
fourth-subheading: ΑΙ ΚΕΝΤΡΙΚΑΙ ΘΑ ΚΑΤΑΛΑΒΟΥΝ ΟΛΟΚΛΗΡΟΝ ΤΗΝ ΡΟΥΜΑΝΙΑΝ bbox=[565, 765, 1032, 786]
ad-headline: ΓΡΑΜΜΑΤΙΩΝ bbox=[69, 1109, 291, 1141]
fourth-banner: 4Η ΠΡΩΪΝΗ bbox=[635, 704, 962, 761]
article-text: ΑΜΣΤΕΡΔΑΜΟΝ, 28 Αύγούστου. bbox=[1055, 468, 1242, 481]
article-text: ΒΕΡΝΗ, 29 Αύγούστου. (Τηλεγρ.) — Ο Γερμανικός τύπος κρατεί απαισιόδοξον στάσιν απέναντι των στρατιωτικών γεγονότων. Αί εφημερίδες γράφουν ότι η κατάστασις είναι σοβαρωτάτη και ότι η Γερμανία πρέπει να προετοιμασθή δι' ειρήνην. Η «Τελευταία Νέα του Μονάχου» αναφέρει ότι ο στρατός χρειάζεται ενισχύσεις. Ο στρατηγός Λούντεντορφ ομολογεί ότι οι σύμμαχοι έχουν υπεροχήν. bbox=[1055, 517, 1283, 679]
divider bbox=[559, 1272, 1038, 1274]
text-block bbox=[1301, 1102, 1529, 1130]
